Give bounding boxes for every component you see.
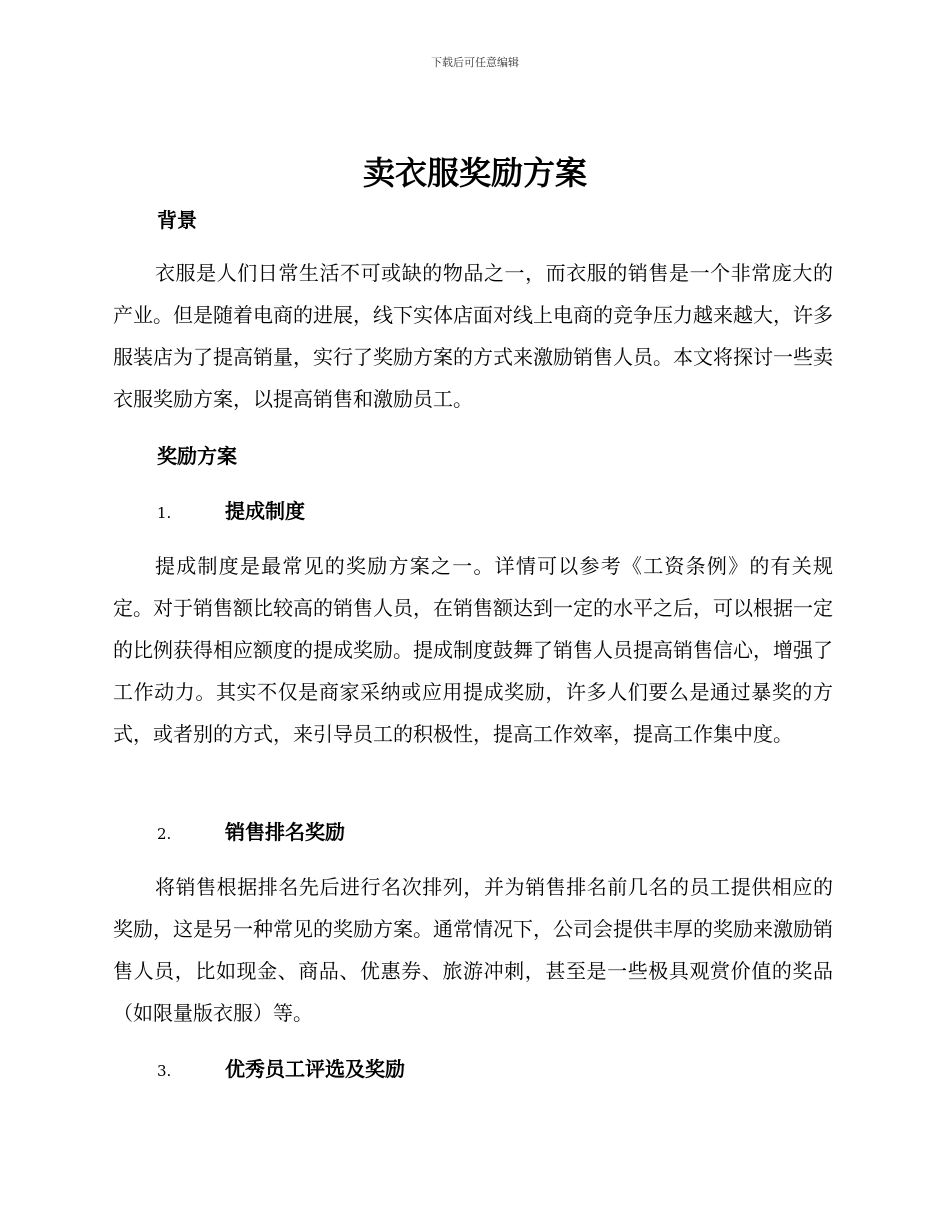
list-item-title: 销售排名奖励: [225, 820, 345, 844]
plans-heading: 奖励方案: [157, 444, 237, 468]
background-paragraph: 衣服是人们日常生活不可或缺的物品之一，而衣服的销售是一个非常庞大的产业。但是随着电商的进展，线下实体店面对线上电商的竞争压力越来越大，许多服装店为了提高销量，实行了奖励方案的方式来激励销售人员。本文将探讨一些卖衣服奖励方案，以提高销售和激励员工。: [113, 261, 833, 411]
list-item-title: 提成制度: [225, 499, 305, 523]
commission-paragraph: 提成制度是最常见的奖励方案之一。详情可以参考《工资条例》的有关规定。对于销售额比较高的销售人员，在销售额达到一定的水平之后，可以根据一定的比例获得相应额度的提成奖励。提成制度鼓舞了销售人员提高销售信心，增强了工作动力。其实不仅是商家采纳或应用提成奖励，许多人们要么是通过暴奖的方式，或者别的方式，来引导员工的积极性，提高工作效率，提高工作集中度。: [113, 554, 833, 746]
list-item-number: 3.: [157, 1062, 172, 1080]
background-heading: 背景: [157, 208, 197, 232]
list-item-heading-2: [157, 817, 345, 849]
page-header-note: 下载后可任意编辑: [431, 56, 519, 69]
ranking-paragraph: 将销售根据排名先后进行名次排列，并为销售排名前几名的员工提供相应的奖励，这是另一种常见的奖励方案。通常情况下，公司会提供丰厚的奖励来激励销售人员，比如现金、商品、优惠券、旅游冲刺，甚至是一些极具观赏价值的奖品（如限量版衣服）等。: [113, 875, 833, 1025]
document-title: 卖衣服奖励方案: [362, 154, 587, 192]
list-item-title: 优秀员工评选及奖励: [225, 1057, 405, 1081]
list-item-heading-3: [157, 1054, 405, 1086]
list-item-heading-1: [157, 496, 305, 528]
list-item-number: 2.: [157, 825, 172, 843]
list-item-number: 1.: [157, 504, 172, 522]
